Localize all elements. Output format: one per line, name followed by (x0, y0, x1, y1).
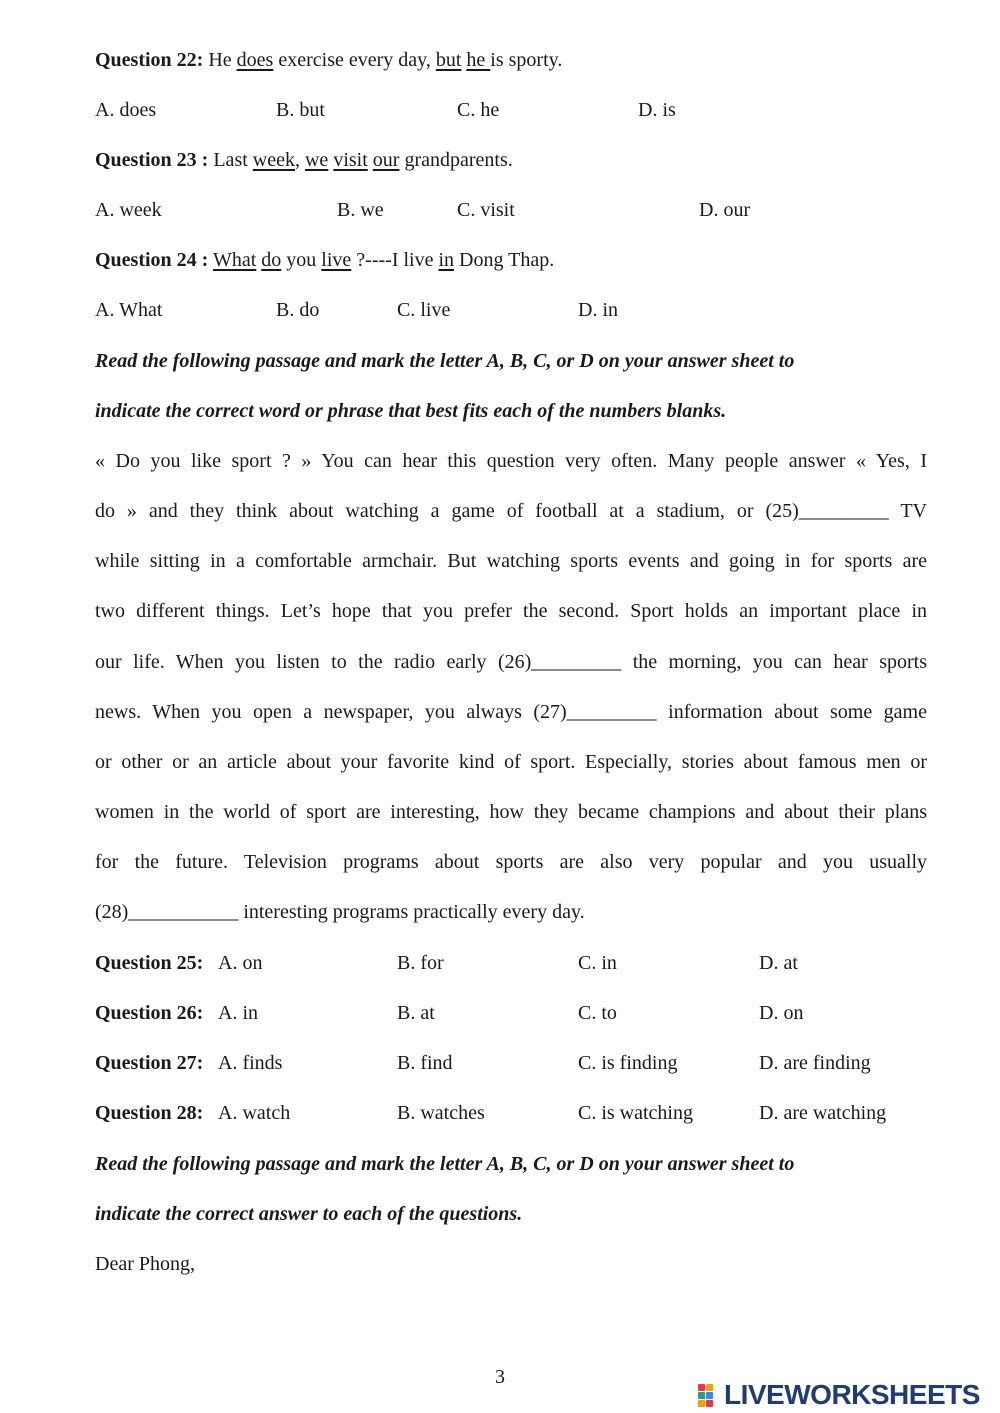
option-b[interactable]: B. watches (397, 1102, 485, 1124)
option-b[interactable]: B. we (337, 199, 384, 221)
passage-line-10: (28)___________ interesting programs practically every day. (95, 901, 585, 923)
option-a[interactable]: A. in (218, 1002, 258, 1024)
option-c[interactable]: C. live (397, 299, 451, 321)
question-24-label: Question 24 : (95, 249, 209, 271)
underlined-word-c: visit (333, 149, 368, 171)
underlined-word-a: What (212, 249, 257, 271)
option-c[interactable]: C. visit (457, 199, 515, 221)
question-27-label: Question 27: (95, 1052, 204, 1074)
underlined-word-c: live (321, 249, 352, 271)
option-c[interactable]: C. to (578, 1002, 617, 1024)
underlined-word-b: we (304, 149, 329, 171)
instruction-1-line-1: Read the following passage and mark the letter A, B, C, or D on your answer sheet to (95, 350, 795, 372)
underlined-word-a: week (252, 149, 295, 171)
option-d[interactable]: D. is (638, 99, 676, 121)
option-b[interactable]: B. but (276, 99, 325, 121)
option-d[interactable]: D. are watching (759, 1102, 887, 1124)
liveworksheets-logo-icon (698, 1382, 720, 1408)
question-25-label: Question 25: (95, 952, 204, 974)
passage-line-7: or other or an article about your favorite kind of sport. Especially, stories about famous men or (95, 751, 927, 773)
underlined-word-b: do (261, 249, 282, 271)
question-22-stem: Question 22: He does exercise every day, but he is sporty. (95, 49, 563, 71)
underlined-word-d: our (372, 149, 400, 171)
passage-line-1: « Do you like sport ? » You can hear this question very often. Many people answer « Yes, I (95, 450, 927, 472)
underlined-word-c: he (466, 49, 491, 71)
letter-greeting: Dear Phong, (95, 1253, 195, 1275)
option-a[interactable]: A. What (95, 299, 163, 321)
question-23-stem: Question 23 : Last week, we visit our grandparents. (95, 149, 513, 171)
passage-line-3: while sitting in a comfortable armchair. But watching sports events and going in for sports are (95, 550, 927, 572)
question-22-label: Question 22: (95, 49, 204, 71)
underlined-word-b: but (435, 49, 462, 71)
question-28-label: Question 28: (95, 1102, 204, 1124)
option-b[interactable]: B. find (397, 1052, 453, 1074)
liveworksheets-logo[interactable] (698, 1378, 980, 1412)
passage-line-2: do » and they think about watching a game of football at a stadium, or (25)_________ TV (95, 500, 927, 522)
option-d[interactable]: D. on (759, 1002, 804, 1024)
option-d[interactable]: D. at (759, 952, 798, 974)
instruction-1-line-2: indicate the correct word or phrase that best fits each of the numbers blanks. (95, 400, 727, 422)
option-c[interactable]: C. is watching (578, 1102, 693, 1124)
option-a[interactable]: A. on (218, 952, 263, 974)
passage-line-9: for the future. Television programs about sports are also very popular and you usually (95, 851, 927, 873)
option-a[interactable]: A. week (95, 199, 162, 221)
option-c[interactable]: C. he (457, 99, 500, 121)
passage-line-4: two different things. Let’s hope that you prefer the second. Sport holds an important place in (95, 600, 927, 622)
option-a[interactable]: A. watch (218, 1102, 291, 1124)
question-26-label: Question 26: (95, 1002, 204, 1024)
option-b[interactable]: B. do (276, 299, 320, 321)
passage-line-8: women in the world of sport are interesting, how they became champions and about their plans (95, 801, 927, 823)
passage-line-6: news. When you open a newspaper, you always (27)_________ information about some game (95, 701, 927, 723)
option-b[interactable]: B. for (397, 952, 444, 974)
underlined-word-a: does (236, 49, 274, 71)
question-24-stem: Question 24 : What do you live ?----I live in Dong Thap. (95, 249, 555, 271)
option-d[interactable]: D. are finding (759, 1052, 871, 1074)
question-23-label: Question 23 : (95, 149, 209, 171)
option-c[interactable]: C. in (578, 952, 617, 974)
instruction-2-line-1: Read the following passage and mark the letter A, B, C, or D on your answer sheet to (95, 1153, 795, 1175)
underlined-word-d: in (438, 249, 455, 271)
instruction-2-line-2: indicate the correct answer to each of the questions. (95, 1203, 523, 1225)
option-a[interactable]: A. finds (218, 1052, 283, 1074)
page-number: 3 (495, 1366, 505, 1388)
option-b[interactable]: B. at (397, 1002, 435, 1024)
option-d[interactable]: D. in (578, 299, 618, 321)
option-a[interactable]: A. does (95, 99, 157, 121)
option-d[interactable]: D. our (699, 199, 751, 221)
passage-line-5: our life. When you listen to the radio early (26)_________ the morning, you can hear sports (95, 651, 927, 673)
liveworksheets-logo-text: LIVEWORKSHEETS (724, 1379, 980, 1410)
option-c[interactable]: C. is finding (578, 1052, 678, 1074)
